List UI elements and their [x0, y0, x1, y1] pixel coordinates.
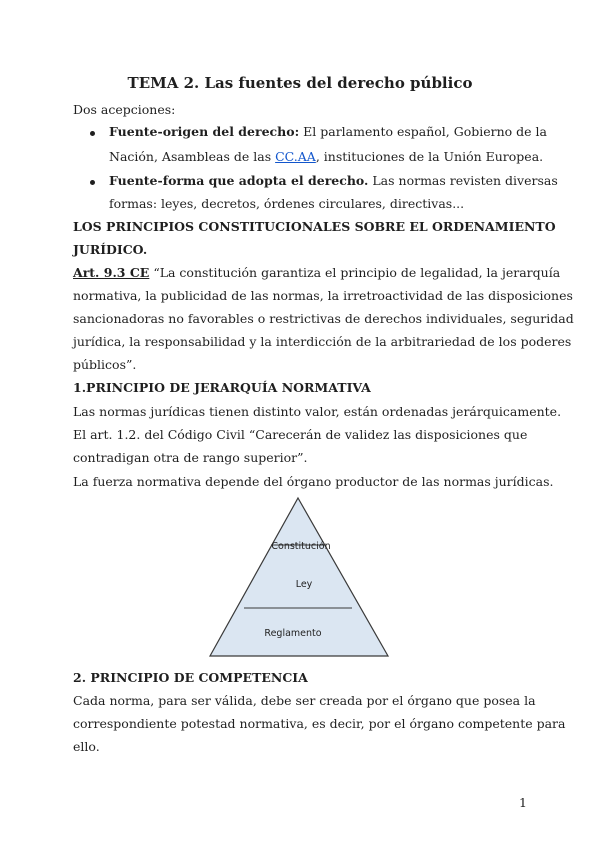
- pyramid-level-ley: Ley: [295, 579, 313, 590]
- section-heading: 2. PRINCIPIO DE COMPETENCIA: [73, 670, 308, 685]
- pyramid-level-reglamento: Reglamento: [264, 628, 322, 639]
- paragraph-line: Cada norma, para ser válida, debe ser creada por el órgano que posea la: [73, 693, 536, 708]
- bullet-1-text-pre: Nación, Asambleas de las: [109, 149, 276, 164]
- paragraph-line: Las normas jurídicas tienen distinto valor, están ordenadas jerárquicamente.: [73, 404, 562, 419]
- bullet-1-term: Fuente-origen del derecho:: [109, 124, 300, 139]
- bullet-2-term: Fuente-forma que adopta el derecho.: [109, 173, 369, 188]
- hierarchy-pyramid: [205, 494, 395, 660]
- pyramid-level-constitucion: Constitución: [271, 541, 331, 552]
- bullet-1-line-2: [109, 149, 543, 164]
- section-heading: LOS PRINCIPIOS CONSTITUCIONALES SOBRE EL ORDENAMIENTO: [73, 219, 556, 234]
- bullet-2-text: Las normas revisten diversas: [368, 173, 558, 188]
- paragraph-line: sancionadoras no favorables o restrictivas de derechos individuales, seguridad: [73, 311, 574, 326]
- ccaa-link[interactable]: CC.AA: [275, 149, 316, 164]
- section-heading: 1.PRINCIPIO DE JERARQUÍA NORMATIVA: [73, 380, 371, 395]
- paragraph-line: públicos”.: [73, 357, 137, 372]
- paragraph-line: contradigan otra de rango superior”.: [73, 450, 308, 465]
- intro-text: Dos acepciones:: [73, 102, 176, 117]
- paragraph-line: jurídica, la responsabilidad y la interdicción de la arbitrariedad de los poderes: [73, 334, 572, 349]
- section-heading-cont: JURÍDICO.: [73, 242, 148, 257]
- article-reference: Art. 9.3 CE: [73, 265, 150, 280]
- page-number: 1: [519, 795, 527, 810]
- paragraph-line: [73, 265, 560, 280]
- bullet-2-line-1: [109, 173, 558, 188]
- paragraph-line: normativa, la publicidad de las normas, la irretroactividad de las disposiciones: [73, 288, 573, 303]
- paragraph-text: “La constitución garantiza el principio de legalidad, la jerarquía: [149, 265, 561, 280]
- bullet-1-line-1: [109, 124, 547, 139]
- bullet-1-text: El parlamento español, Gobierno de la: [299, 124, 548, 139]
- paragraph-line: ello.: [73, 739, 100, 754]
- paragraph-line: correspondiente potestad normativa, es decir, por el órgano competente para: [73, 716, 566, 731]
- page-title: TEMA 2. Las fuentes del derecho público: [127, 74, 473, 92]
- bullet-2-line-2: formas: leyes, decretos, órdenes circulares, directivas...: [109, 196, 465, 211]
- bullet-dot: [90, 180, 95, 185]
- paragraph-line: El art. 1.2. del Código Civil “Carecerán de validez las disposiciones que: [73, 427, 528, 442]
- bullet-1-text-post: , instituciones de la Unión Europea.: [315, 149, 544, 164]
- paragraph-line: La fuerza normativa depende del órgano productor de las normas jurídicas.: [73, 474, 554, 489]
- bullet-dot: [90, 131, 95, 136]
